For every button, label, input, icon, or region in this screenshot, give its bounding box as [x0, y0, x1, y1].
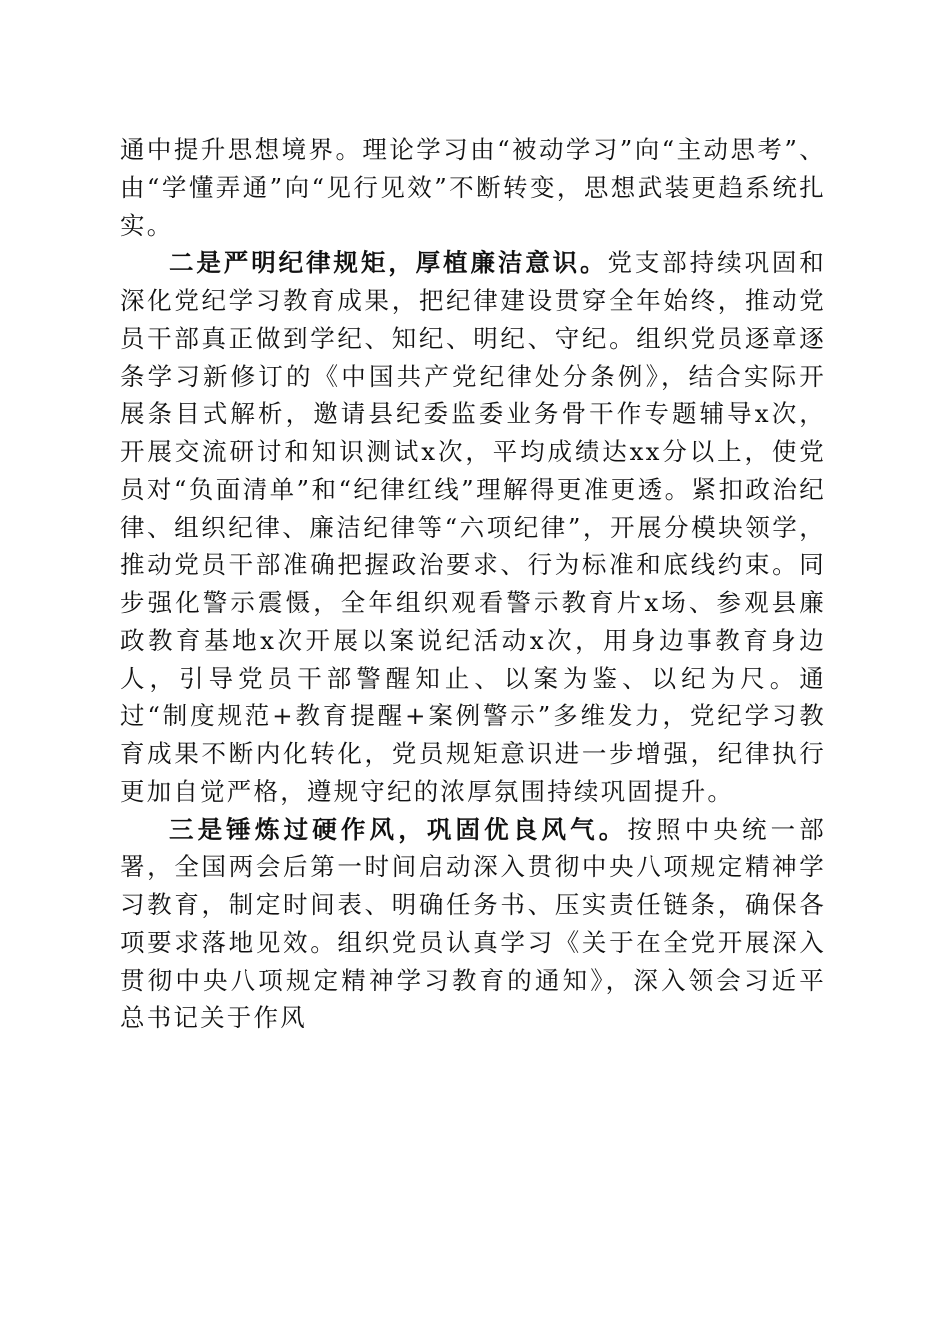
paragraph-2-text: 党支部持续巩固和深化党纪学习教育成果，把纪律建设贯穿全年始终，推动党员干部真正做到学纪、知纪、明纪、守纪。组织党员逐章逐条学习新修订的《中国共产党纪律处分条例》，结合实际开展条目式解析，邀请县纪委监委业务骨干作专题辅导x次，开展交流研讨和知识测试x次，平均成绩达xx分以上，使党员对“负面清单”和“纪律红线”理解得更准更透。紧扣政治纪律、组织纪律、廉洁纪律等“六项纪律”，开展分模块领学，推动党员干部准确把握政治要求、行为标准和底线约束。同步强化警示震慑，全年组织观看警示教育片x场、参观县廉政教育基地x次开展以案说纪活动x次，用身边事教育身边人，引导党员干部警醒知止、以案为鉴、以纪为尺。通过“制度规范+教育提醒+案例警示”多维发力，党纪学习教育成果不断内化转化，党员规矩意识进一步增强，纪律执行更加自觉严格，遵规守纪的浓厚氛围持续巩固提升。	[120, 248, 826, 806]
paragraph-1-text: 通中提升思想境界。理论学习由“被动学习”向“主动思考”、由“学懂弄通”向“见行见效”不断转变，思想武装更趋系统扎实。	[120, 135, 826, 240]
paragraph-1	[120, 131, 826, 244]
document-page	[120, 131, 826, 1037]
paragraph-2	[120, 244, 826, 810]
paragraph-2-lead: 二是严明纪律规矩，厚植廉洁意识。	[169, 248, 608, 278]
paragraph-3-lead: 三是锤炼过硬作风，巩固优良风气。	[169, 814, 628, 844]
paragraph-3-text: 按照中央统一部署，全国两会后第一时间启动深入贯彻中央八项规定精神学习教育，制定时间表、明确任务书、压实责任链条，确保各项要求落地见效。组织党员认真学习《关于在全党开展深入贯彻中央八项规定精神学习教育的通知》，深入领会习近平总书记关于作风	[120, 814, 827, 1033]
paragraph-3	[120, 811, 826, 1038]
